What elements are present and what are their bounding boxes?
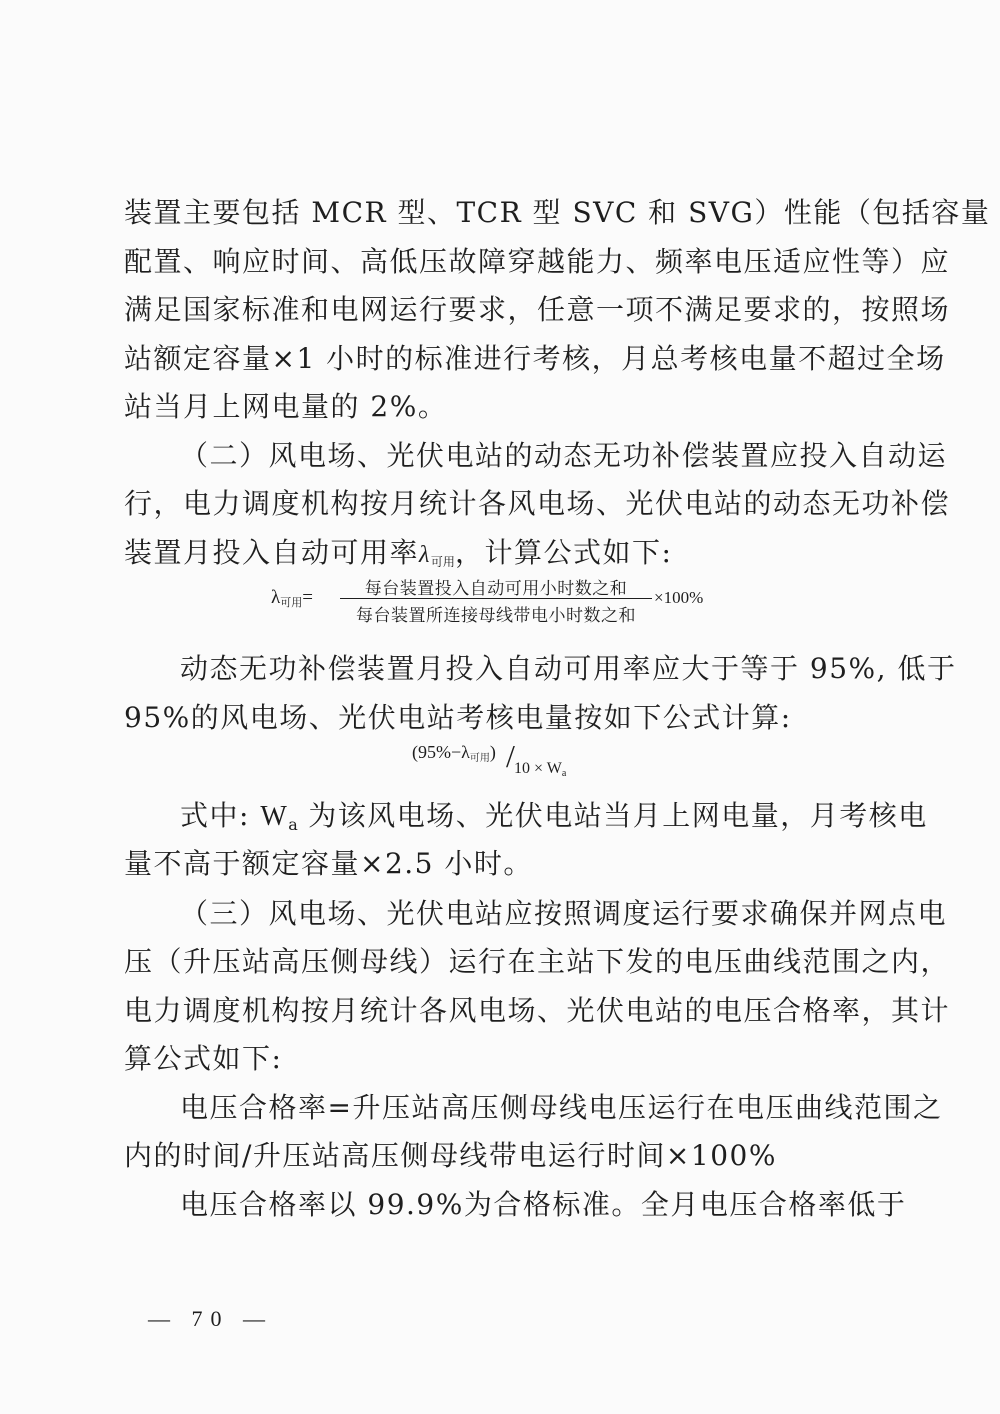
formula-denominator: 每台装置所连接母线带电小时数之和 [356, 606, 636, 625]
paragraph-line: 量不高于额定容量×2.5 小时。 [124, 847, 533, 880]
formula-lhs: λ [271, 587, 281, 608]
paragraph-line: 电压合格率=升压站高压侧母线电压运行在电压曲线范围之 [180, 1091, 943, 1124]
formula-w-subscript: a [561, 768, 567, 779]
paragraph-text: ，计算公式如下: [454, 536, 673, 569]
paragraph-line: 95%的风电场、光伏电站考核电量按如下公式计算: [124, 701, 792, 734]
paragraph-line: 压（升压站高压侧母线）运行在主站下发的电压曲线范围之内， [124, 945, 951, 978]
formula-close: ) [489, 742, 496, 762]
formula-divisor-value: 10 [514, 760, 530, 777]
paragraph-line: 行，电力调度机构按月统计各风电场、光伏电站的动态无功补偿 [124, 487, 951, 520]
formula-divisor [514, 760, 566, 779]
paragraph-line: 装置主要包括 MCR 型、TCR 型 SVC 和 SVG）性能（包括容量 [124, 196, 991, 229]
paragraph-line: （三）风电场、光伏电站应按照调度运行要求确保并网点电 [180, 897, 948, 930]
formula-multiplier: ×100% [654, 588, 704, 607]
paragraph-line [180, 798, 928, 843]
formula-equals: = [302, 587, 313, 608]
w-subscript: a [288, 815, 298, 834]
page-number: — 70 — [148, 1306, 273, 1331]
formula-slash: / [506, 738, 515, 774]
formula-penalty [412, 742, 496, 764]
lambda-subscript: 可用 [430, 555, 455, 569]
paragraph-line: 动态无功补偿装置月投入自动可用率应大于等于 95%, 低于 [180, 652, 957, 685]
lambda-symbol: λ [419, 542, 431, 568]
paragraph-text: 装置月投入自动可用率 [124, 536, 420, 569]
paragraph-line: （二）风电场、光伏电站的动态无功补偿装置应投入自动运 [180, 439, 948, 472]
w-symbol: W [260, 801, 289, 832]
formula-numerator: 每台装置投入自动可用小时数之和 [364, 579, 628, 598]
formula-open: (95%−λ [412, 742, 470, 762]
formula-subscript: 可用 [469, 753, 490, 764]
paragraph-line: 站当月上网电量的 2%。 [124, 390, 448, 423]
paragraph-line: 电力调度机构按月统计各风电场、光伏电站的电压合格率，其计 [124, 994, 951, 1027]
paragraph-line: 算公式如下: [124, 1042, 283, 1075]
paragraph-line: 站额定容量×1 小时的标准进行考核，月总考核电量不超过全场 [124, 342, 946, 375]
paragraph-text: 为该风电场、光伏电站当月上网电量，月考核电 [297, 799, 928, 832]
fraction-bar [340, 598, 652, 599]
paragraph-text: 式中: [180, 799, 261, 832]
paragraph-line: 满足国家标准和电网运行要求，任意一项不满足要求的，按照场 [124, 293, 951, 326]
paragraph-line: 内的时间/升压站高压侧母线带电运行时间×100% [124, 1139, 777, 1172]
paragraph-line: 配置、响应时间、高低压故障穿越能力、频率电压适应性等）应 [124, 245, 951, 278]
formula-lambda [271, 587, 313, 610]
paragraph-line: 电压合格率以 99.9%为合格标准。全月电压合格率低于 [180, 1188, 907, 1221]
formula-lhs-subscript: 可用 [280, 597, 303, 609]
formula-times: × W [534, 760, 562, 777]
